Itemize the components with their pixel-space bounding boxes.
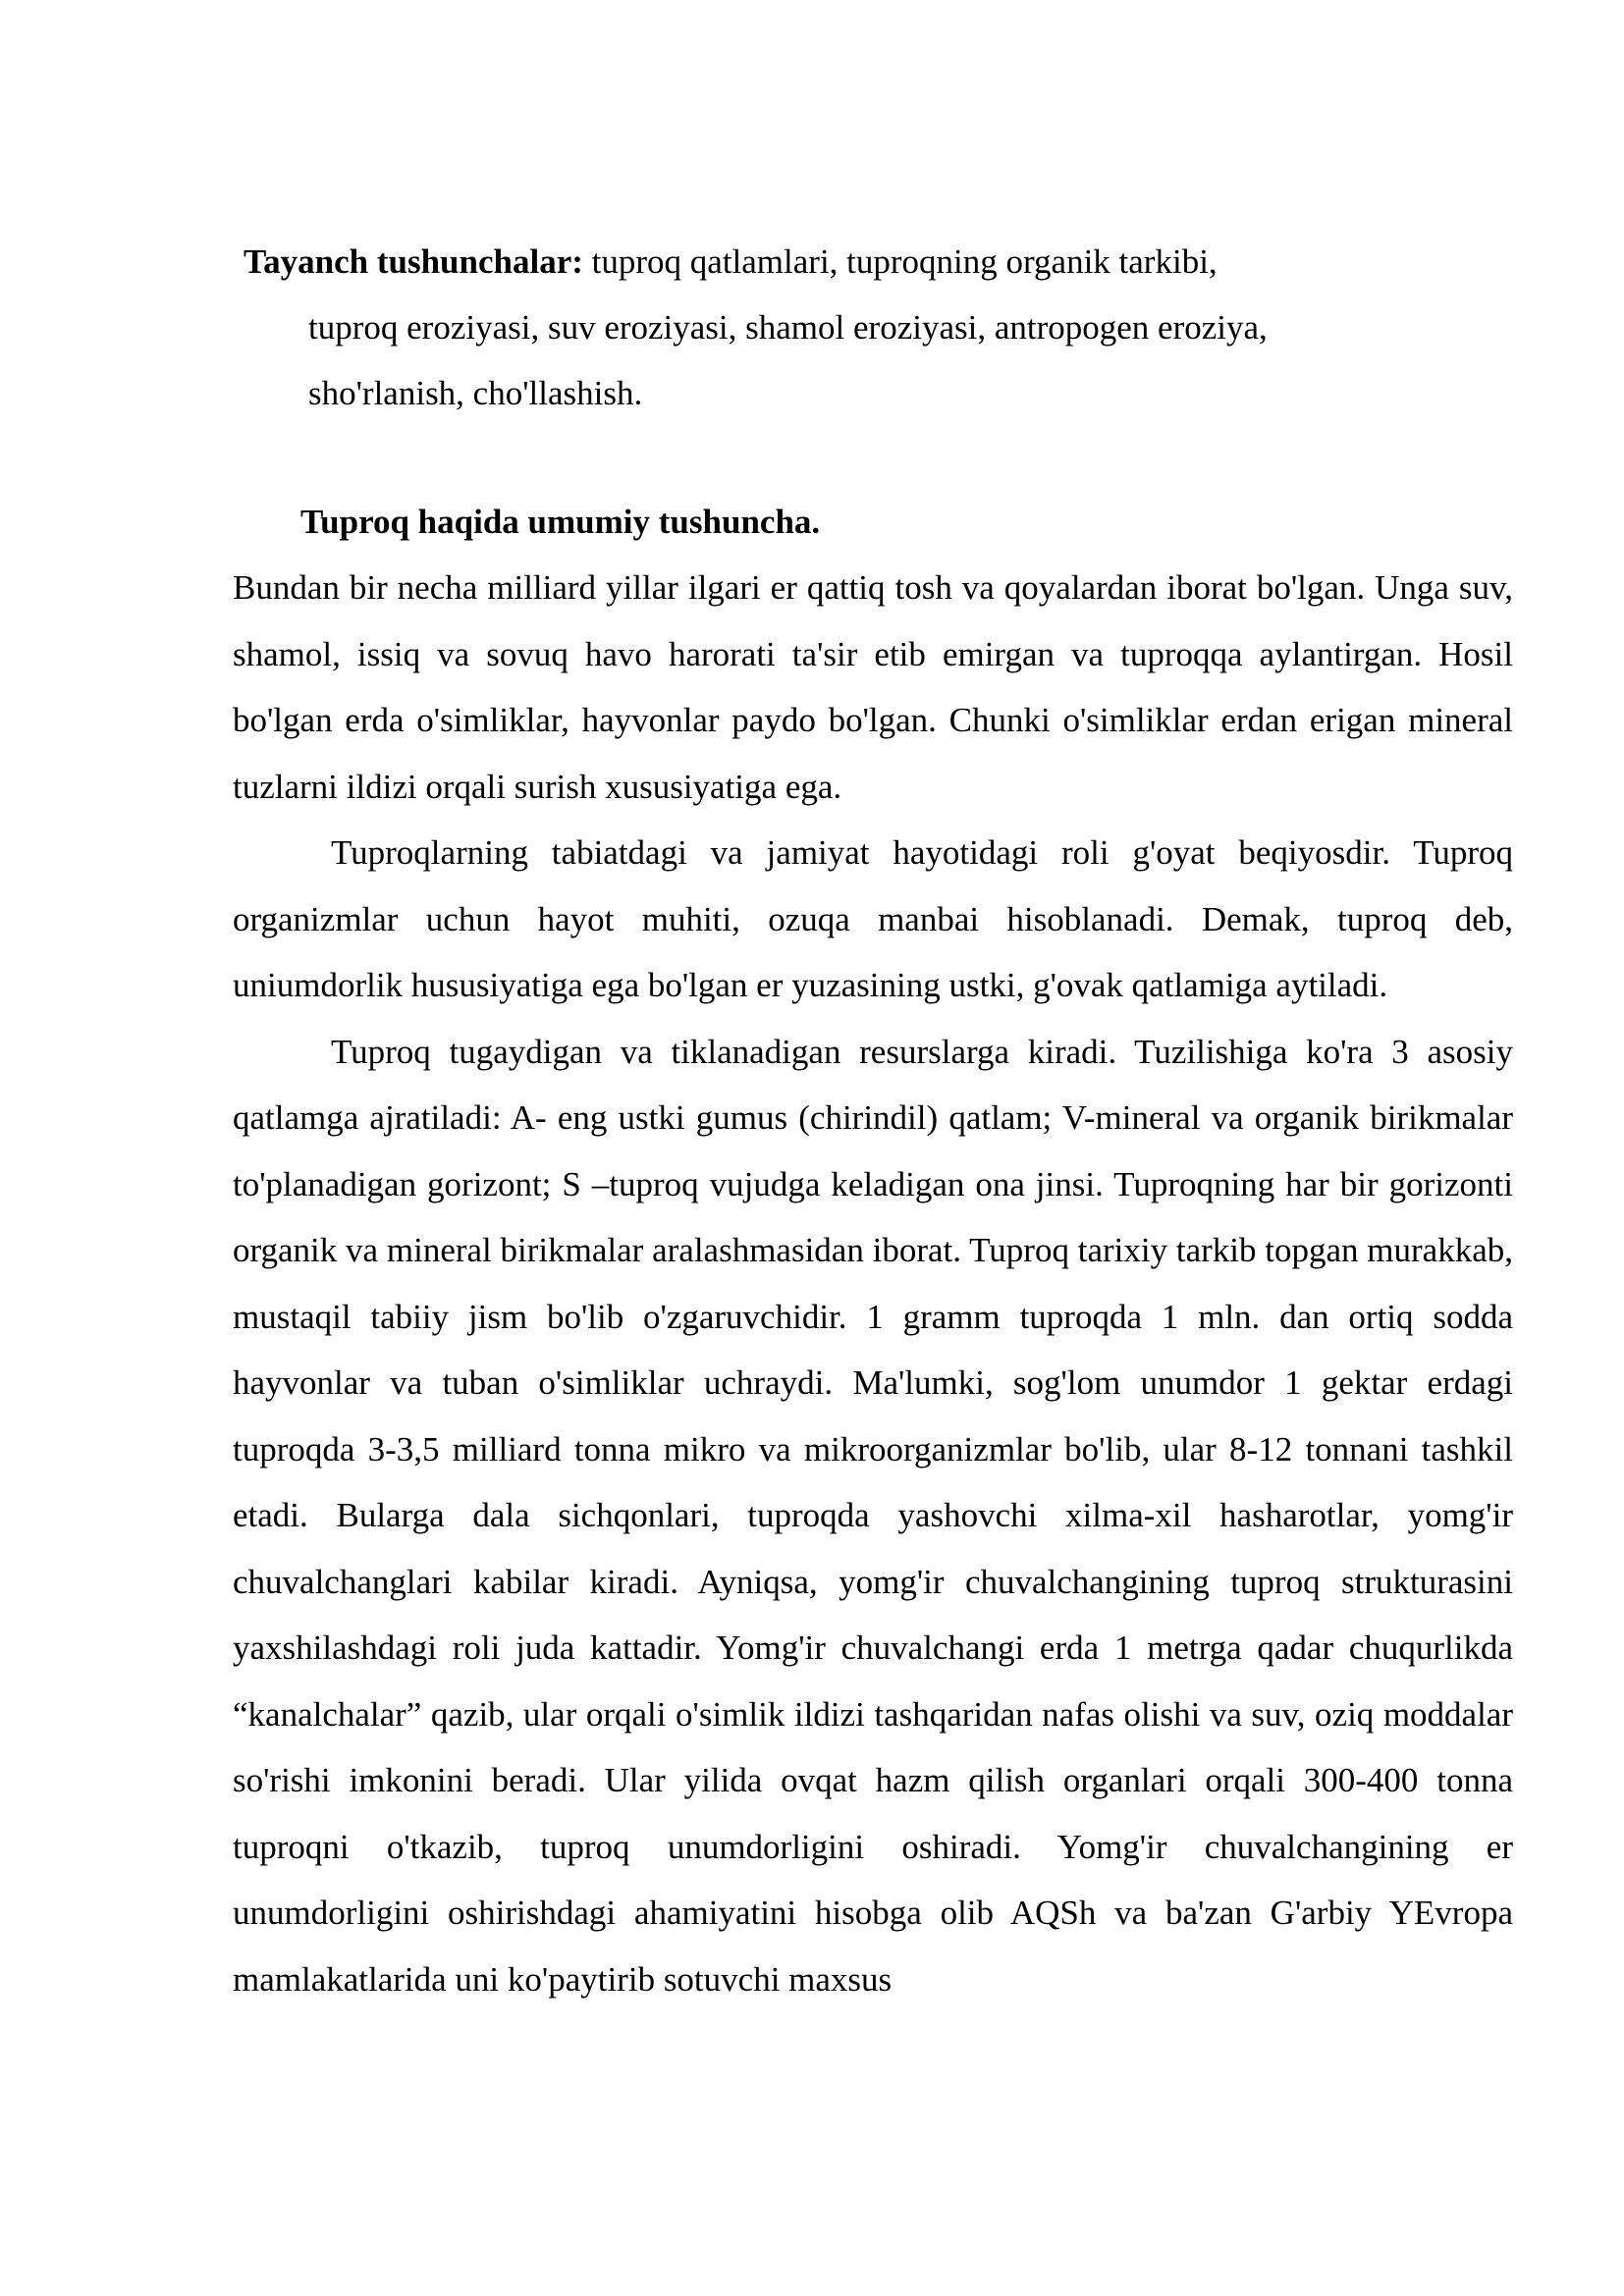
key-concepts-line-2: tuproq eroziyasi, suv eroziyasi, shamol eroziyasi, antropogen eroziya,	[308, 308, 1268, 347]
key-concepts-block	[244, 229, 1402, 426]
key-concepts-line-1	[244, 229, 1402, 294]
key-concepts-label: Tayanch tushunchalar:	[244, 242, 583, 281]
key-concepts-text-1: tuproq qatlamlari, tuproqning organik tarkibi,	[582, 242, 1218, 281]
key-concepts-line-3: sho'rlanish, cho'llashish.	[308, 374, 643, 412]
section-heading: Tuproq haqida umumiy tushuncha.	[300, 503, 821, 541]
section-body	[233, 555, 1513, 2012]
paragraph-1: Bundan bir necha milliard yillar ilgari er qattiq tosh va qoyalardan iborat bo'lgan. Unga suv, shamol, issiq va sovuq havo harorati ta'sir etib emirgan va tuproqqa aylantirgan. Hosil bo'lgan erda o'simliklar, hayvonlar paydo bo'lgan. Chunki o'simliklar erdan erigan mineral tuzlarni ildizi orqali surish xususiyatiga ega.	[233, 568, 1513, 806]
paragraph-3: Tuproq tugaydigan va tiklanadigan resurslarga kiradi. Tuzilishiga ko'ra 3 asosiy qatlamga ajratiladi: A- eng ustki gumus (chirindil) qatlam; V-mineral va organik birikmalar to'planadigan gorizont; S –tuproq vujudga keladigan ona jinsi. Tuproqning har bir gorizonti organik va mineral birikmalar aralashmasidan iborat. Tuproq tarixiy tarkib topgan murakkab, mustaqil tabiiy jism bo'lib o'zgaruvchidir. 1 gramm tuproqda 1 mln. dan ortiq sodda hayvonlar va tuban o'simliklar uchraydi. Ma'lumki, sog'lom unumdor 1 gektar erdagi tuproqda 3-3,5 milliard tonna mikro va mikroorganizmlar bo'lib, ular 8-12 tonnani tashkil etadi. Bularga dala sichqonlari, tuproqda yashovchi xilma-xil hasharotlar, yomg'ir chuvalchanglari kabilar kiradi. Ayniqsa, yomg'ir chuvalchangining tuproq strukturasini yaxshilashdagi roli juda kattadir. Yomg'ir chuvalchangi erda 1 metrga qadar chuqurlikda “kanalchalar” qazib, ular orqali o'simlik ildizi tashqaridan nafas olishi va suv, oziq moddalar so'rishi imkonini beradi. Ular yilida ovqat hazm qilish organlari orqali 300-400 tonna tuproqni o'tkazib, tuproq unumdorligini oshiradi. Yomg'ir chuvalchangining er unumdorligini oshirishdagi ahamiyatini hisobga olib AQSh va ba'zan G'arbiy YEvropa mamlakatlarida uni ko'paytirib sotuvchi maxsus	[233, 1032, 1513, 1999]
paragraph-2: Tuproqlarning tabiatdagi va jamiyat hayotidagi roli g'oyat beqiyosdir. Tuproq organizmlar uchun hayot muhiti, ozuqa manbai hisoblanadi. Demak, tuproq deb, uniumdorlik hususiyatiga ega bo'lgan er yuzasining ustki, g'ovak qatlamiga aytiladi.	[233, 833, 1513, 1004]
